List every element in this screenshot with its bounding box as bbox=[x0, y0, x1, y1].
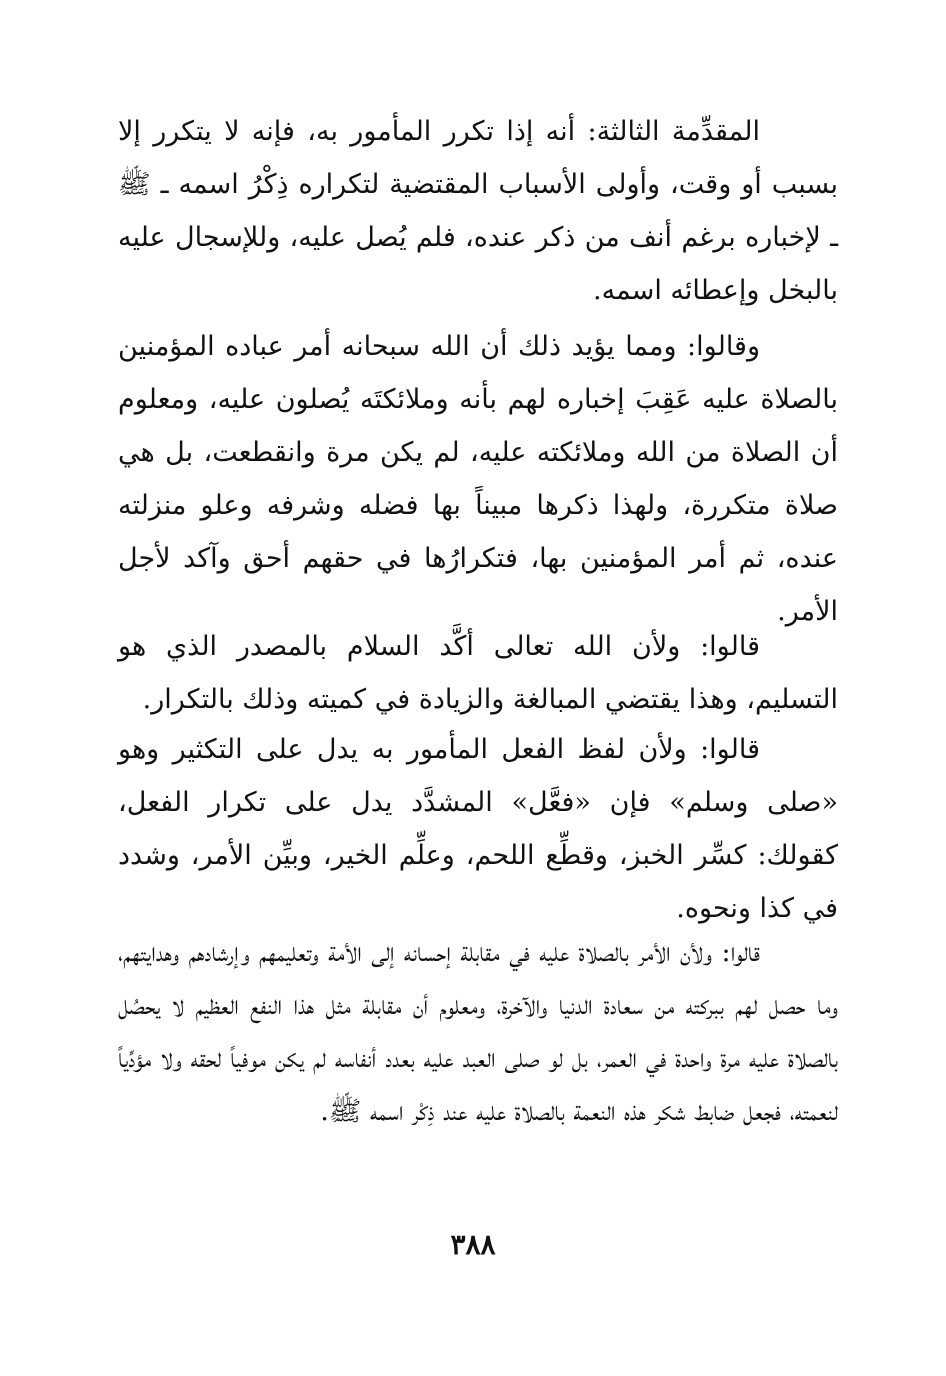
paragraph-verb-form bbox=[118, 723, 838, 935]
paragraph-text: قالوا: ولأن الأمر بالصلاة عليه في مقابلة إحسانه إلى الأمة وتعليمهم وإرشادهم وهدايتهم، وما حصل لهم ببركته من سعادة الدنيا والآخرة، ومعلوم أن مقابلة مثل هذا النفع العظيم لا يحصُل بالصلاة عليه مرة واحدة في العمر، بل لو صلى العبد عليه بعدد أنفاسه لم يكن موفياً لحقه ولا مؤدِّياً لنعمته، فجعل ضابط شكر هذه النعمة بالصلاة عليه عند ذِكْر اسمه ﷺ. bbox=[118, 937, 838, 1127]
paragraph-gratitude bbox=[118, 926, 838, 1138]
paragraph-supporting-argument bbox=[118, 320, 838, 638]
paragraph-text: قالوا: ولأن لفظ الفعل المأمور به يدل على التكثير وهو «صلى وسلم» فإن «فعَّل» المشدَّد يدل على تكرار الفعل، كقولك: كسِّر الخبز، وقطِّع اللحم، وعلِّم الخير، وبيِّن الأمر، وشدد في كذا ونحوه. bbox=[118, 734, 838, 924]
paragraph-third-premise bbox=[118, 105, 838, 317]
paragraph-text: وقالوا: ومما يؤيد ذلك أن الله سبحانه أمر عباده المؤمنين بالصلاة عليه عَقِبَ إخباره لهم بأنه وملائكتَه يُصلون عليه، ومعلوم أن الصلاة من الله وملائكته عليه، لم يكن مرة وانقطعت، بل هي صلاة متكررة، ولهذا ذكرها مبيناً بها فضله وشرفه وعلو منزلته عنده، ثم أمر المؤمنين بها، فتكرارُها في حقهم أحق وآكد لأجل الأمر. bbox=[118, 331, 838, 627]
paragraph-text: المقدِّمة الثالثة: أنه إذا تكرر المأمور به، فإنه لا يتكرر إلا بسبب أو وقت، وأولى الأسباب المقتضية لتكراره ذِكْرُ اسمه ـ ﷺ ـ لإخباره برغم أنف من ذكر عنده، فلم يُصل عليه، وللإسجال عليه بالبخل وإعطائه اسمه. bbox=[118, 116, 838, 306]
page-number: ٣٨٨ bbox=[450, 1228, 496, 1261]
paragraph-salam-emphasis bbox=[118, 620, 838, 726]
paragraph-text: قالوا: ولأن الله تعالى أكَّد السلام بالمصدر الذي هو التسليم، وهذا يقتضي المبالغة والزيادة في كميته وذلك بالتكرار. bbox=[118, 631, 838, 715]
